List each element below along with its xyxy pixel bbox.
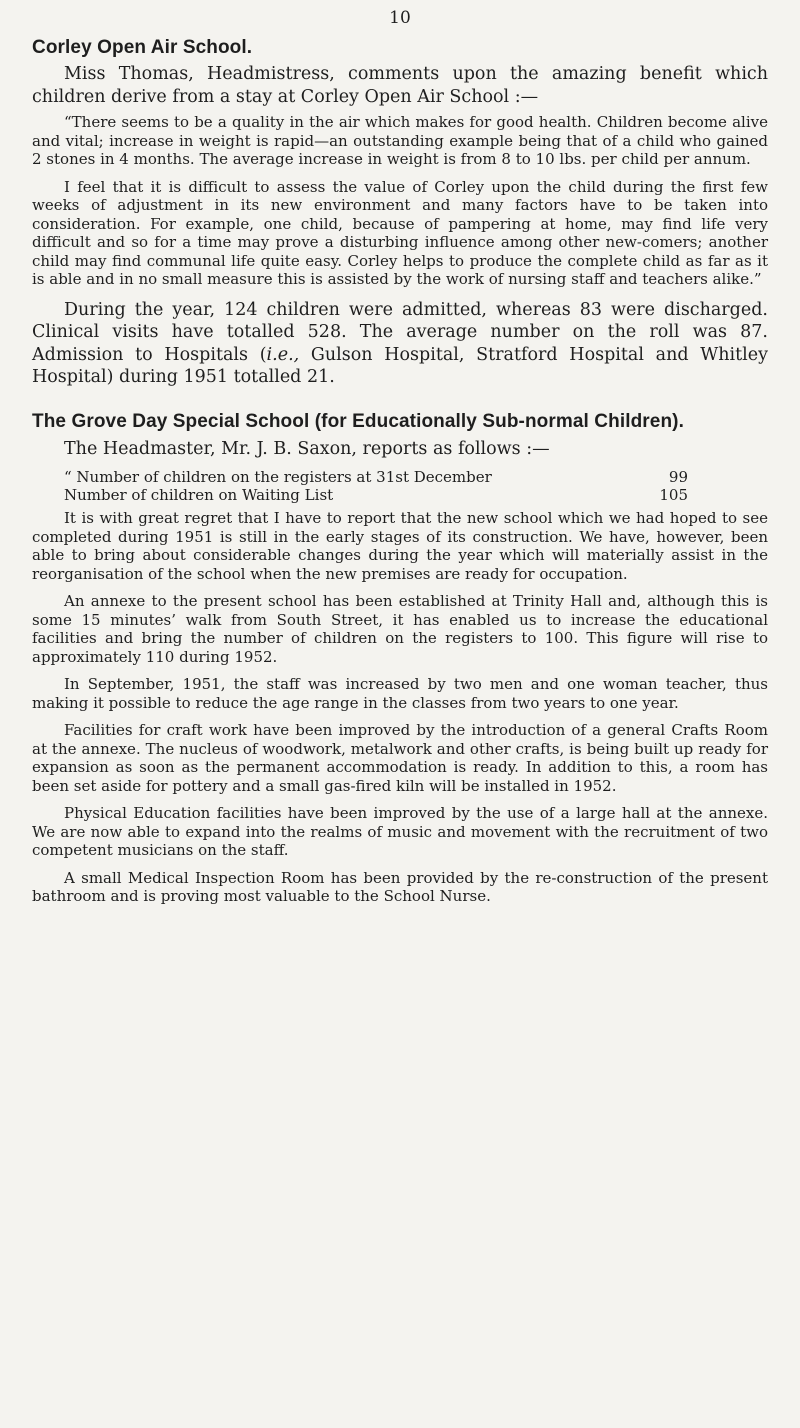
corley-section (32, 37, 768, 389)
registers-table (32, 468, 768, 504)
corley-stats-text-a: During the year, 124 children were admitted, whereas 83 were discharged. Clinical visits have totalled 528. The average number on the roll was 87. Admission to Hospitals ( (32, 299, 768, 365)
grove-section (32, 411, 768, 906)
grove-intro: The Headmaster, Mr. J. B. Saxon, reports as follows :— (64, 438, 550, 459)
corley-statistics-paragraph (32, 299, 768, 389)
table-row (32, 468, 768, 486)
corley-quote-paragraph-1: “There seems to be a quality in the air which makes for good health. Children become alive and vital; increase in weight is rapid—an outstanding example being that of a child who gained 2 stones in 4 months. The average increase in weight is from 8 to 10 lbs. per child per annum. (32, 113, 768, 168)
corley-stats-text-b: Gulson Hospital, Stratford Hospital and Whitley Hospital) during 1951 totalled 21. (32, 344, 768, 387)
grove-paragraph-4: Facilities for craft work have been improved by the introduction of a general Crafts Room at the annexe. The nucleus of woodwork, metalwork and other crafts, is being built up ready for expansion as soon as the permanent accommodation is ready. In addition to this, a room has been set aside for pottery and a small gas-fired kiln will be installed in 1952. (32, 721, 768, 795)
corley-heading: Corley Open Air School. (32, 37, 253, 58)
grove-heading: The Grove Day Special School (for Educationally Sub-normal Children). (32, 410, 684, 432)
page-number: 10 (389, 8, 411, 28)
corley-quote-paragraph-2: I feel that it is difficult to assess the value of Corley upon the child during the first few weeks of adjustment in its new environment and many factors have to be taken into consideration. For example, one child, because of pampering at home, may find life very difficult and so for a time may prove a disturbing influence among other new-comers; another child may find communal life quite easy. Corley helps to produce the complete child as far as it is able and in no small measure this is assisted by the work of nursing staff and teachers alike.” (32, 177, 768, 288)
register-label: Number of children on Waiting List (64, 486, 334, 504)
grove-paragraph-5: Physical Education facilities have been improved by the use of a large hall at the annexe. We are now able to expand into the realms of music and movement with the recruitment of two competent musicians on the staff. (32, 804, 768, 859)
register-label: “ Number of children on the registers at 31st December (64, 468, 492, 486)
table-row (32, 486, 768, 504)
corley-intro: Miss Thomas, Headmistress, comments upon the amazing benefit which children derive from a stay at Corley Open Air School :— (32, 64, 768, 107)
grove-paragraph-3: In September, 1951, the staff was increased by two men and one woman teacher, thus making it possible to reduce the age range in the classes from two years to one year. (32, 675, 768, 712)
grove-paragraph-2: An annexe to the present school has been established at Trinity Hall and, although this is some 15 minutes’ walk from South Street, it has enabled us to increase the educational facilities and bring the number of children on the registers to 100. This figure will rise to approximately 110 during 1952. (32, 592, 768, 666)
register-value: 105 (659, 486, 688, 504)
corley-stats-italic: i.e., (266, 344, 300, 365)
register-value: 99 (668, 468, 688, 486)
grove-paragraph-6: A small Medical Inspection Room has been provided by the re-construction of the present bathroom and is proving most valuable to the School Nurse. (32, 868, 768, 905)
grove-paragraph-1: It is with great regret that I have to report that the new school which we had hoped to see completed during 1951 is still in the early stages of its construction. We have, however, been able to bring about considerable changes during the year which will materially assist in the reorganisation of the school when the new premises are ready for occupation. (32, 509, 768, 583)
